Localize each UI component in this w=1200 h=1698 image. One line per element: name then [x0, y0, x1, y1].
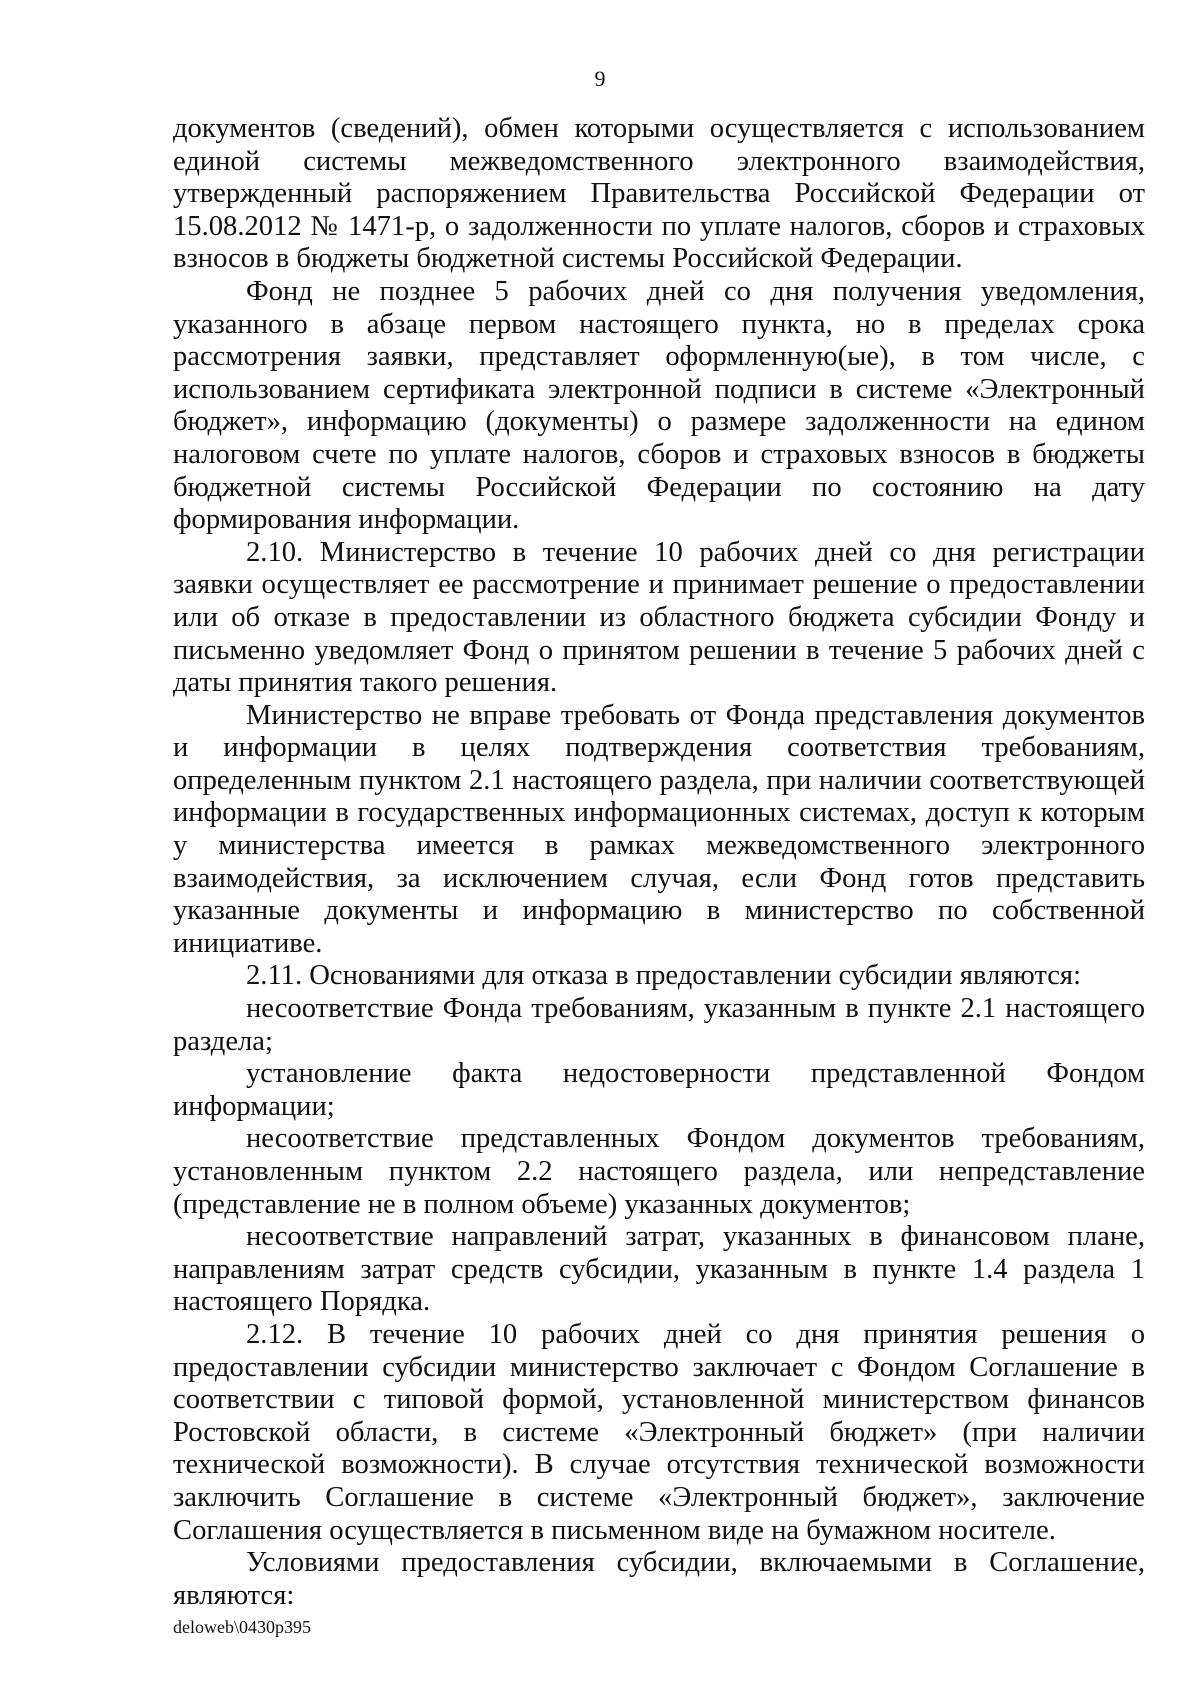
paragraph: несоответствие Фонда требованиям, указанным в пункте 2.1 настоящего раздела; — [173, 993, 1145, 1057]
paragraph: Министерство не вправе требовать от Фонда представления документов и информации в целях подтверждения соответствия требованиям, определенным пунктом 2.1 настоящего раздела, при наличии соответствующей информации в государственных информационных системах, доступ к которым у министерства имеется в рамках межведомственного электронного взаимодействия, за исключением случая, если Фонд готов представить указанные документы и информацию в министерство по собственной инициативе. — [173, 699, 1145, 959]
page-number: 9 — [594, 66, 606, 91]
paragraph: Фонд не позднее 5 рабочих дней со дня получения уведомления, указанного в абзаце первом настоящего пункта, но в пределах срока рассмотрения заявки, представляет оформленную(ые), в том числе, с использованием сертификата электронной подписи в системе «Электронный бюджет», информацию (документы) о размере задолженности на едином налоговом счете по уплате налогов, сборов и страховых взносов в бюджеты бюджетной системы Российской Федерации по состоянию на дату формирования информации. — [173, 275, 1145, 536]
paragraph: 2.12. В течение 10 рабочих дней со дня принятия решения о предоставлении субсидии министерство заключает с Фондом Соглашение в соответствии с типовой формой, установленной министерством финансов Ростовской области, в системе «Электронный бюджет» (при наличии технической возможности). В случае отсутствия технической возможности заключить Соглашение в системе «Электронный бюджет», заключение Соглашения осуществляется в письменном виде на бумажном носителе. — [173, 1318, 1145, 1546]
document-body — [173, 113, 1145, 1612]
document-footer-code: deloweb\0430p395 — [173, 1617, 311, 1637]
paragraph: 2.10. Министерство в течение 10 рабочих дней со дня регистрации заявки осуществляет ее рассмотрение и принимает решение о предоставлении или об отказе в предоставлении из областного бюджета субсидии Фонду и письменно уведомляет Фонд о принятом решении в течение 5 рабочих дней с даты принятия такого решения. — [173, 536, 1145, 699]
paragraph: документов (сведений), обмен которыми осуществляется с использованием единой системы межведомственного электронного взаимодействия, утвержденный распоряжением Правительства Российской Федерации от 15.08.2012 № 1471-р, о задолженности по уплате налогов, сборов и страховых взносов в бюджеты бюджетной системы Российской Федерации. — [173, 113, 1145, 275]
paragraph: несоответствие представленных Фондом документов требованиям, установленным пунктом 2.2 настоящего раздела, или непредставление (представление не в полном объеме) указанных документов; — [173, 1123, 1145, 1220]
paragraph: установление факта недостоверности представленной Фондом информации; — [173, 1058, 1145, 1122]
paragraph: Условиями предоставления субсидии, включаемыми в Соглашение, являются: — [173, 1547, 1145, 1611]
paragraph: 2.11. Основаниями для отказа в предоставлении субсидии являются: — [246, 960, 1082, 992]
paragraph: несоответствие направлений затрат, указанных в финансовом плане, направлениям затрат средств субсидии, указанным в пункте 1.4 раздела 1 настоящего Порядка. — [173, 1221, 1145, 1318]
